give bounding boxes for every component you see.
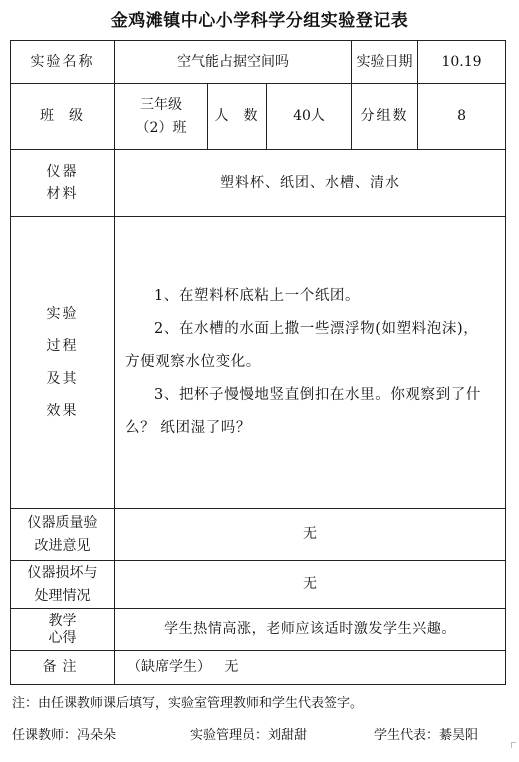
process-label-line2: 过程 [46,338,79,355]
materials-value: 塑料杯、纸团、水槽、清水 [115,150,506,217]
row-process [11,217,506,509]
student-signature: 学生代表：綦昊阳 [374,728,479,743]
groups-label: 分组数 [352,84,418,150]
damage-label [11,561,115,609]
teaching-notes-value: 学生热情高涨，老师应该适时激发学生兴趣。 [115,609,506,651]
experiment-register-table [10,40,506,685]
process-step: 1、在塑料杯底粘上一个纸团。 [154,288,361,304]
process-label-line4: 效果 [46,402,79,419]
teacher-signature: 任课教师：冯朵朵 [12,728,117,743]
quality-feedback-value: 无 [115,509,506,561]
remarks-label: 备注 [11,651,115,685]
experiment-name-label: 实验名称 [11,41,115,84]
process-content [115,217,506,509]
materials-label-line2: 材料 [46,186,79,202]
process-label-line1: 实验 [46,306,79,323]
damage-value: 无 [115,561,506,609]
row-damage [11,561,506,609]
footnote: 注：由任课教师课后填写，实验室管理教师和学生代表签字。 [12,696,364,711]
quality-feedback-label-line2: 改进意见 [34,537,91,554]
teaching-notes-label-line2: 心得 [48,629,77,646]
row-quality-feedback [11,509,506,561]
quality-feedback-label-line1: 仪器质量验 [27,515,98,532]
people-value: 40人 [267,84,352,150]
manager-signature: 实验管理员：刘甜甜 [190,728,308,743]
materials-label-line1: 仪器 [46,163,79,180]
class-value [115,84,208,150]
damage-label-line2: 处理情况 [34,587,91,604]
process-label [11,217,115,509]
class-value-grade: 三年级 [140,97,182,114]
class-label: 班 级 [11,84,115,150]
row-experiment-name [11,41,506,84]
remarks-value: （缺席学生） 无 [115,651,506,685]
teaching-notes-label [11,609,115,651]
process-step: 2、在水槽的水面上撒一些漂浮物(如塑料泡沫)，方便观察水位变化。 [125,321,479,370]
row-remarks [11,651,506,685]
form-title: 金鸡滩镇中心小学科学分组实验登记表 [110,11,409,31]
quality-feedback-label [11,509,115,561]
row-class-info [11,84,506,150]
damage-label-line1: 仪器损坏与 [27,565,98,582]
teaching-notes-label-line1: 教学 [48,613,77,630]
people-label: 人 数 [208,84,267,150]
row-materials [11,150,506,217]
experiment-name-value: 空气能占据空间吗 [115,41,352,84]
process-label-line3: 及其 [46,370,79,387]
row-teaching-notes [11,609,506,651]
groups-value: 8 [418,84,506,150]
class-value-section: （2）班 [135,119,187,136]
experiment-date-label: 实验日期 [352,41,418,84]
materials-label [11,150,115,217]
experiment-date-value: 10.19 [418,41,506,84]
corner-mark [511,742,516,748]
process-step: 3、把杯子慢慢地竖直倒扣在水里。你观察到了什么？ 纸团湿了吗？ [125,387,481,436]
